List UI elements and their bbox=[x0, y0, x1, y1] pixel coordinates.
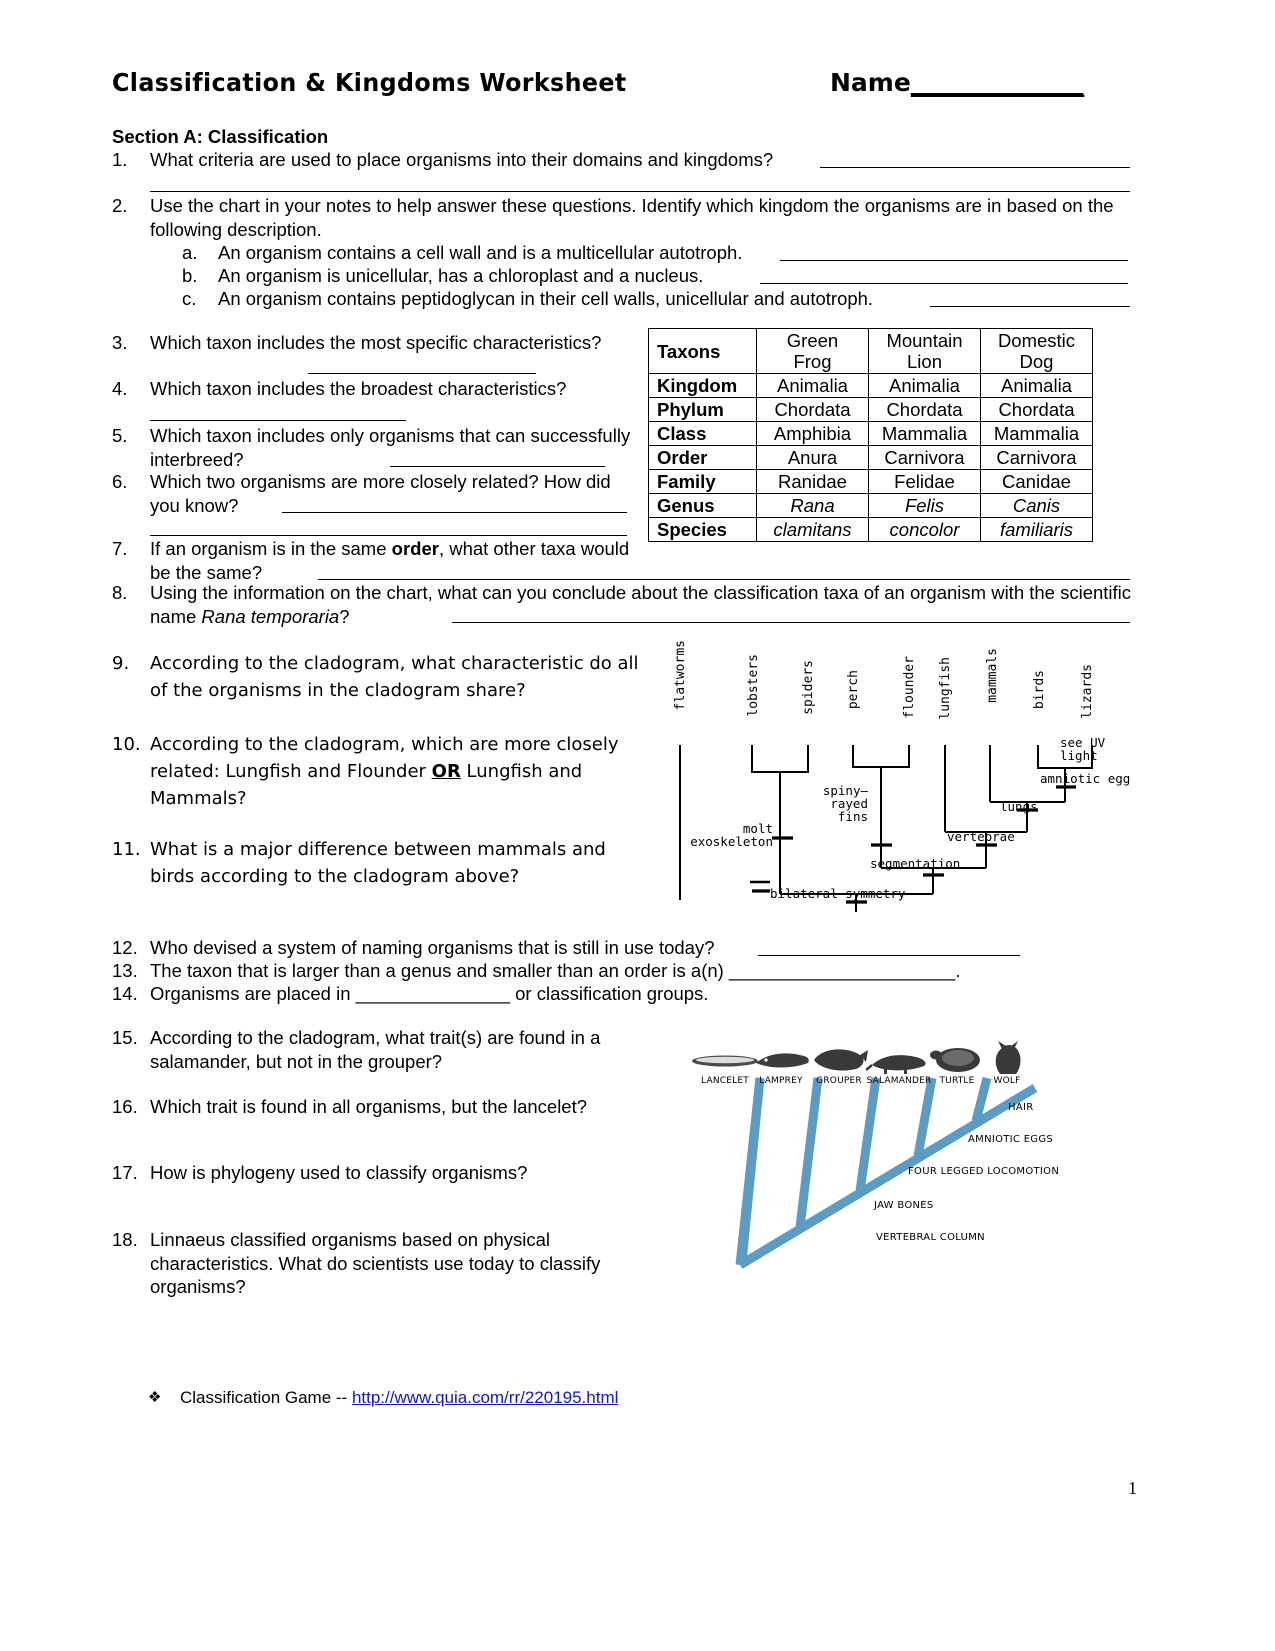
table-row bbox=[649, 470, 1093, 494]
answer-blank-1b[interactable] bbox=[150, 191, 1130, 192]
question-14 bbox=[112, 982, 1132, 1006]
question-11-text: What is a major difference between mammals and birds according to the cladogram above? bbox=[150, 839, 606, 887]
page-header bbox=[112, 68, 1162, 104]
cell-phylum-frog: Chordata bbox=[757, 398, 869, 422]
cell-kingdom-lion: Animalia bbox=[869, 374, 981, 398]
question-9-number: 9. bbox=[112, 653, 130, 674]
page-number: 1 bbox=[1128, 1478, 1137, 1498]
question-12-text: Who devised a system of naming organisms that is still in use today? bbox=[150, 937, 715, 958]
cladogram1-trait-molt-exoskeleton: molt exoskeleton bbox=[690, 821, 773, 849]
question-7-number: 7. bbox=[112, 538, 128, 559]
cladogram2-taxon-wolf: WOLF bbox=[993, 1076, 1021, 1086]
cladogram1-taxon-flounder: flounder bbox=[902, 656, 917, 719]
question-10-text-post: Lungfish and Mammals? bbox=[150, 761, 583, 809]
answer-blank-7[interactable] bbox=[318, 579, 1130, 580]
question-8-text-post: ? bbox=[339, 605, 350, 627]
question-7-bold-word: order bbox=[391, 538, 439, 559]
cladogram2-trait-hair: HAIR bbox=[1008, 1102, 1034, 1113]
question-11-number: 11. bbox=[112, 839, 141, 860]
question-15-text: According to the cladogram, what trait(s) are found in a salamander, but not in the grouper? bbox=[150, 1027, 601, 1072]
question-2-text: Use the chart in your notes to help answer these questions. Identify which kingdom the organisms are in based on the following description. bbox=[150, 195, 1114, 240]
question-16 bbox=[112, 1095, 652, 1119]
cladogram2-trait-vertebral-column: VERTEBRAL COLUMN bbox=[876, 1232, 985, 1243]
question-18-text: Linnaeus classified organisms based on physical characteristics. What do scientists use today to classify organisms? bbox=[150, 1229, 601, 1297]
cladogram1-taxon-lobsters: lobsters bbox=[746, 654, 761, 717]
question-8 bbox=[112, 581, 1132, 628]
taxon-label-species: Species bbox=[649, 518, 757, 542]
footer-resource bbox=[148, 1388, 618, 1408]
cladogram1-taxon-lungfish: lungfish bbox=[938, 657, 953, 720]
cell-species-dog: familiaris bbox=[981, 518, 1093, 542]
table-row bbox=[649, 518, 1093, 542]
cell-order-lion: Carnivora bbox=[869, 446, 981, 470]
answer-blank-1a[interactable] bbox=[820, 167, 1130, 168]
answer-blank-2c[interactable] bbox=[930, 306, 1130, 307]
cladogram1-taxon-birds: birds bbox=[1032, 670, 1047, 710]
cell-kingdom-dog: Animalia bbox=[981, 374, 1093, 398]
footer-label: Classification Game -- bbox=[180, 1388, 352, 1407]
table-row bbox=[649, 374, 1093, 398]
question-13-text-pre: The taxon that is larger than a genus and smaller than an order is a(n) bbox=[150, 960, 729, 981]
name-label: Name bbox=[830, 68, 911, 97]
taxon-label-family: Family bbox=[649, 470, 757, 494]
name-field[interactable] bbox=[830, 68, 1083, 97]
question-6 bbox=[112, 470, 637, 517]
table-col-header-3: Domestic Dog bbox=[981, 329, 1093, 374]
question-4-text: Which taxon includes the broadest characteristics? bbox=[150, 378, 567, 399]
question-8-number: 8. bbox=[112, 582, 128, 603]
answer-blank-6a[interactable] bbox=[282, 512, 627, 513]
table-row bbox=[649, 398, 1093, 422]
question-3-number: 3. bbox=[112, 332, 128, 353]
question-7-text-post: , what other taxa would be the same? bbox=[150, 538, 630, 583]
question-6-text: Which two organisms are more closely related? How did you know? bbox=[150, 471, 611, 516]
cladogram1-trait-segmentation: segmentation bbox=[870, 856, 961, 871]
cell-genus-frog: Rana bbox=[757, 494, 869, 518]
cell-genus-lion: Felis bbox=[869, 494, 981, 518]
cell-family-dog: Canidae bbox=[981, 470, 1093, 494]
cell-phylum-dog: Chordata bbox=[981, 398, 1093, 422]
cladogram1-taxon-flatworms: flatworms bbox=[673, 640, 688, 711]
answer-blank-3[interactable] bbox=[308, 373, 536, 374]
question-2c-letter: c. bbox=[182, 288, 197, 309]
answer-blank-4[interactable] bbox=[150, 420, 406, 421]
answer-blank-2a[interactable] bbox=[780, 260, 1128, 261]
cell-class-frog: Amphibia bbox=[757, 422, 869, 446]
cladogram1-trait-lungs: lungs bbox=[1000, 799, 1038, 814]
grouper-icon bbox=[808, 1042, 870, 1074]
cladogram2-taxon-lamprey: LAMPREY bbox=[759, 1076, 803, 1086]
question-17-text: How is phylogeny used to classify organisms? bbox=[150, 1162, 528, 1183]
question-14-text-post: or classification groups. bbox=[510, 983, 709, 1004]
question-7 bbox=[112, 537, 642, 584]
question-5 bbox=[112, 424, 632, 471]
question-15-number: 15. bbox=[112, 1027, 138, 1048]
answer-blank-2b[interactable] bbox=[760, 283, 1128, 284]
question-5-text: Which taxon includes only organisms that can successfully interbreed? bbox=[150, 425, 631, 470]
question-16-text: Which trait is found in all organisms, but the lancelet? bbox=[150, 1096, 588, 1117]
cladogram1-trait-amniotic-egg: amniotic egg bbox=[1040, 771, 1131, 786]
question-14-number: 14. bbox=[112, 983, 138, 1004]
question-12-number: 12. bbox=[112, 937, 138, 958]
cell-order-dog: Carnivora bbox=[981, 446, 1093, 470]
answer-blank-12[interactable] bbox=[758, 955, 1020, 956]
question-2b-letter: b. bbox=[182, 265, 198, 286]
taxonomy-table bbox=[648, 328, 1093, 542]
question-10-number: 10. bbox=[112, 734, 141, 755]
cladogram1-trait-bilateral-symmetry: bilateral symmetry bbox=[770, 886, 906, 901]
table-col-header-0: Taxons bbox=[649, 329, 757, 374]
question-15 bbox=[112, 1026, 652, 1073]
cell-family-frog: Ranidae bbox=[757, 470, 869, 494]
question-2a-text: An organism contains a cell wall and is a multicellular autotroph. bbox=[218, 242, 743, 263]
cladogram1-taxon-lizards: lizards bbox=[1080, 664, 1095, 719]
question-10-text-pre: According to the cladogram, which are more closely related: Lungfish and Flounder bbox=[150, 734, 619, 782]
answer-blank-13[interactable]: ______________________ bbox=[728, 960, 956, 981]
question-5-number: 5. bbox=[112, 425, 128, 446]
taxon-label-phylum: Phylum bbox=[649, 398, 757, 422]
cladogram-vertebrate-diagram bbox=[660, 632, 1140, 912]
question-18-number: 18. bbox=[112, 1229, 138, 1250]
taxon-label-order: Order bbox=[649, 446, 757, 470]
table-row bbox=[649, 494, 1093, 518]
cladogram2-trait-jaw-bones: JAW BONES bbox=[874, 1200, 934, 1211]
question-1-number: 1. bbox=[112, 149, 128, 170]
question-2a-letter: a. bbox=[182, 242, 198, 263]
cladogram1-trait-see-uv: see UV light bbox=[1060, 735, 1106, 763]
taxon-label-genus: Genus bbox=[649, 494, 757, 518]
taxon-label-kingdom: Kingdom bbox=[649, 374, 757, 398]
wolf-icon bbox=[984, 1040, 1030, 1076]
cell-order-frog: Anura bbox=[757, 446, 869, 470]
name-blank: _______________ bbox=[910, 68, 1084, 97]
cladogram1-taxon-perch: perch bbox=[846, 670, 861, 710]
table-row bbox=[649, 422, 1093, 446]
question-2b-text: An organism is unicellular, has a chloroplast and a nucleus. bbox=[218, 265, 704, 286]
answer-blank-8[interactable] bbox=[452, 622, 1130, 623]
page-title: Classification & Kingdoms Worksheet bbox=[112, 68, 627, 97]
cell-class-lion: Mammalia bbox=[869, 422, 981, 446]
table-col-header-1: Green Frog bbox=[757, 329, 869, 374]
question-1-text: What criteria are used to place organisms into their domains and kingdoms? bbox=[150, 149, 774, 170]
table-header-row bbox=[649, 329, 1093, 374]
cell-kingdom-frog: Animalia bbox=[757, 374, 869, 398]
cladogram1-trait-spiny-rayed-fins: spiny– rayed fins bbox=[822, 783, 868, 824]
cell-genus-dog: Canis bbox=[981, 494, 1093, 518]
question-4 bbox=[112, 377, 632, 401]
cladogram2-taxon-salamander: SALAMANDER bbox=[866, 1076, 932, 1086]
question-9-text: According to the cladogram, what characteristic do all of the organisms in the cladogram share? bbox=[150, 653, 639, 701]
cladogram2-taxon-lancelet: LANCELET bbox=[701, 1076, 749, 1086]
cell-phylum-lion: Chordata bbox=[869, 398, 981, 422]
cladogram2-trait-four-legged-locomotion: FOUR LEGGED LOCOMOTION bbox=[908, 1166, 1060, 1177]
cladogram2-taxon-grouper: GROUPER bbox=[816, 1076, 862, 1086]
classification-game-link[interactable]: http://www.quia.com/rr/220195.html bbox=[351, 1388, 619, 1407]
question-8-text-pre: Using the information on the chart, what can you conclude about the classification taxa of an organism with the scientific name bbox=[150, 582, 1132, 627]
cladogram1-taxon-spiders: spiders bbox=[801, 660, 816, 715]
question-18 bbox=[112, 1228, 652, 1299]
question-17 bbox=[112, 1161, 652, 1185]
cladogram2-trait-amniotic-eggs: AMNIOTIC EGGS bbox=[968, 1134, 1054, 1145]
question-13-text-post: . bbox=[955, 960, 961, 981]
lancelet-icon bbox=[690, 1048, 760, 1074]
question-14-text-pre: Organisms are placed in bbox=[150, 983, 356, 1004]
question-2 bbox=[112, 194, 1130, 241]
cladogram1-bilateral-tick-icon bbox=[752, 882, 772, 902]
answer-blank-5[interactable] bbox=[390, 466, 605, 467]
cladogram2-taxon-turtle: TURTLE bbox=[939, 1076, 975, 1086]
table-row bbox=[649, 446, 1093, 470]
question-10 bbox=[112, 731, 652, 812]
question-4-number: 4. bbox=[112, 378, 128, 399]
cell-species-lion: concolor bbox=[869, 518, 981, 542]
section-a-heading: Section A: Classification bbox=[112, 126, 329, 147]
salamander-icon bbox=[866, 1043, 932, 1075]
answer-blank-14[interactable]: _______________ bbox=[355, 983, 510, 1004]
cladogram1-taxon-mammals: mammals bbox=[985, 648, 1000, 703]
cell-class-dog: Mammalia bbox=[981, 422, 1093, 446]
question-13-number: 13. bbox=[112, 960, 138, 981]
lamprey-icon bbox=[752, 1045, 812, 1073]
cladogram1-trait-vertebrae: vertebrae bbox=[947, 829, 1015, 844]
answer-blank-6b[interactable] bbox=[150, 535, 627, 536]
question-3 bbox=[112, 331, 622, 355]
question-7-text-pre: If an organism is in the same bbox=[150, 538, 392, 559]
question-6-number: 6. bbox=[112, 471, 128, 492]
question-11 bbox=[112, 836, 652, 890]
question-10-or: OR bbox=[431, 761, 461, 782]
question-2c-text: An organism contains peptidoglycan in their cell walls, unicellular and autotroph. bbox=[218, 288, 874, 309]
question-16-number: 16. bbox=[112, 1096, 138, 1117]
question-17-number: 17. bbox=[112, 1162, 138, 1183]
question-3-text: Which taxon includes the most specific characteristics? bbox=[150, 332, 602, 353]
cell-species-frog: clamitans bbox=[757, 518, 869, 542]
question-8-italic: Rana temporaria bbox=[201, 605, 340, 627]
table-col-header-2: Mountain Lion bbox=[869, 329, 981, 374]
diamond-bullet-icon: ❖ bbox=[148, 1389, 162, 1406]
question-2-number: 2. bbox=[112, 195, 128, 216]
question-13 bbox=[112, 959, 1132, 983]
taxon-label-class: Class bbox=[649, 422, 757, 446]
turtle-icon bbox=[928, 1042, 986, 1074]
cladogram-animal-diagram bbox=[680, 1040, 1080, 1270]
question-9 bbox=[112, 650, 652, 704]
cell-family-lion: Felidae bbox=[869, 470, 981, 494]
